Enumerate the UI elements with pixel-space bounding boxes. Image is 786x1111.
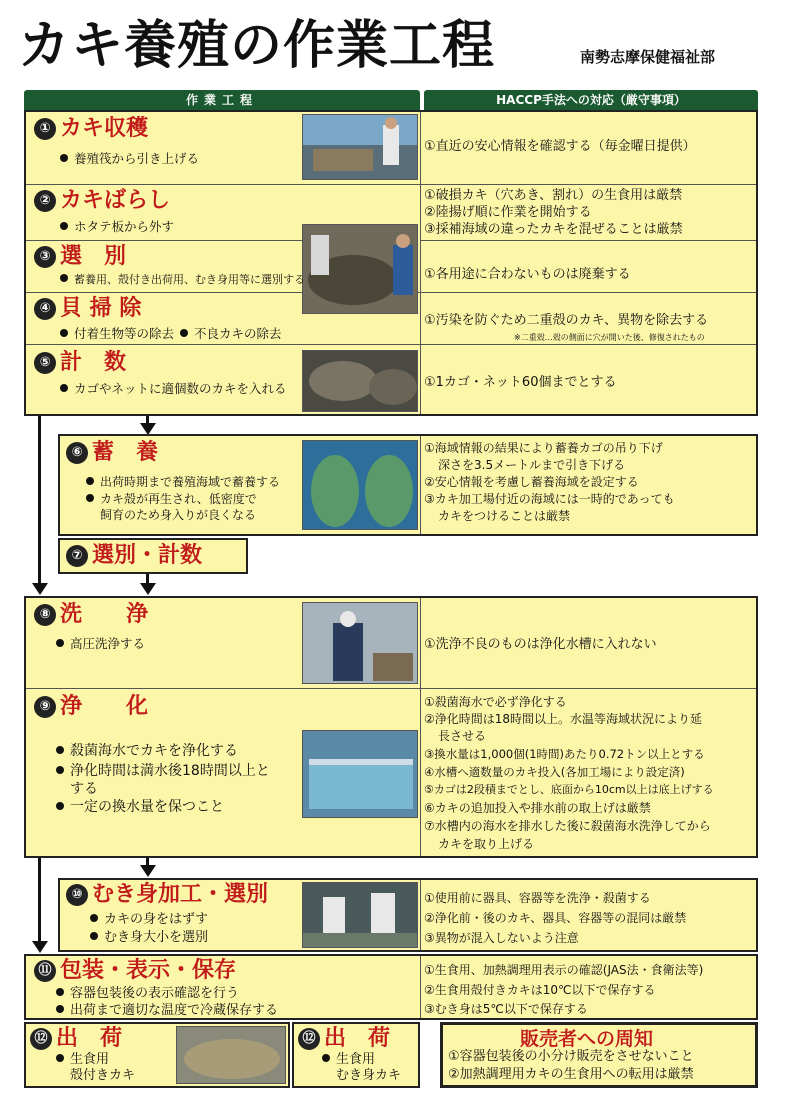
step-11-haccp-1: ①生食用、加熱調理用表示の確認(JAS法・食衛法等) [424,963,704,977]
seller-notice-item-1: ①容器包装後の小分け販売をさせないこと [448,1049,694,1064]
flow-arrow-main-1 [38,416,41,584]
step-1-title: ① カキ収穫 [34,116,148,142]
step-9-haccp-5: ④水槽へ適数量のカキ投入(各加工場により設定済) [424,765,685,779]
step-6-haccp-4: ③カキ加工場付近の海域には一時的であっても [424,492,675,506]
step-6-haccp-1: ①海域情報の結果により蓄養カゴの吊り下げ [424,441,663,455]
step-8-haccp: ①洗浄不良のものは浄化水槽に入れない [424,637,657,652]
step-3-bullet: 蓄養用、殻付き出荷用、むき身用等に選別する [60,272,305,288]
shipping-shell-bullet-1: 生食用 [56,1052,109,1068]
step-6-bullet-2: カキ殻が再生され、低密度で [86,491,257,507]
step-9-haccp-4: ③換水量は1,000個(1時間)あたり0.72トン以上とする [424,747,705,761]
photo-shipping-shell [176,1026,286,1084]
photo-sorting [302,224,418,314]
step-4-bullet-2: 不良カキの除去 [180,326,282,342]
step-10-bullet-1: カキの身をはずす [90,912,208,928]
organization-name: 南勢志摩保健福祉部 [580,48,716,66]
step-9-title: ⑨ 浄 化 [34,694,148,720]
step-4-title: ④ 貝 掃 除 [34,296,141,322]
step-2-title: ② カキばらし [34,188,170,214]
step-9-haccp-2: ②浄化時間は18時間以上。水温等海域状況により延 [424,712,703,726]
step-11-bullet-2: 出荷まで適切な温度で冷蔵保存する [56,1003,278,1019]
page-title: カキ養殖の作業工程 [18,16,496,76]
step-1-bullet: 養殖筏から引き上げる [60,151,199,167]
photo-purification [302,730,418,818]
step-9-haccp-7: ⑥カキの追加投入や排水前の取上げは厳禁 [424,801,651,815]
step-2-haccp-1: ①破損カキ（穴あき、割れ）の生食用は厳禁 [424,188,683,203]
step-1-haccp: ①直近の安心情報を確認する（毎金曜日提供） [424,139,696,154]
step-8-bullet: 高圧洗浄する [56,636,145,652]
step-11-bullet-1: 容器包装後の表示確認を行う [56,986,239,1002]
step-11-haccp-2: ②生食用殻付きカキは10℃以下で保存する [424,983,656,997]
arrow-head [140,583,156,595]
arrow-head [140,865,156,877]
step-11-title: ⑪ 包装・表示・保存 [34,958,236,984]
column-header-haccp: HACCP手法への対応（厳守事項） [424,90,758,110]
step-9-bullet-4: 一定の換水量を保つこと [56,798,224,816]
step-5-bullet: カゴやネットに適個数のカキを入れる [60,381,287,397]
step-9-bullet-3: する [70,781,98,797]
step-2-haccp-2: ②陸揚げ順に作業を開始する [424,205,592,220]
step-9-bullet-1: 殺菌海水でカキを浄化する [56,742,238,760]
step-6-bullet-1: 出荷時期まで養殖海域で蓄養する [86,474,280,490]
step-9-haccp-3: 長させる [438,729,487,743]
step-3-title: ③ 選 別 [34,244,126,270]
shipping-shell-title: ⑫ 出 荷 [30,1026,122,1052]
step-11-haccp-3: ③むき身は5℃以下で保存する [424,1002,588,1016]
shipping-shell-bullet-2: 殻付きカキ [70,1068,136,1083]
step-10-haccp-1: ①使用前に器具、容器等を洗浄・殺菌する [424,891,651,905]
step-5-haccp: ①1カゴ・ネット60個までとする [424,375,617,390]
step-4-bullet-1: 付着生物等の除去 [60,326,174,342]
step-8-title: ⑧ 洗 浄 [34,602,148,628]
step-10-haccp-3: ③異物が混入しないよう注意 [424,931,579,945]
step-2-haccp-3: ③採補海域の違ったカキを混ぜることは厳禁 [424,222,683,237]
shipping-meat-title: ⑫ 出 荷 [298,1026,390,1052]
step-6-title: ⑥ 蓄 養 [66,440,158,466]
step-10-bullet-2: むき身大小を選別 [90,930,208,946]
photo-storage [302,440,418,530]
step-6-bullet-3: 飼育のため身入りが良くなる [100,508,257,522]
step-5-title: ⑤ 計 数 [34,350,126,376]
arrow-head [32,941,48,953]
step-7-title: ⑦ 選別・計数 [66,543,202,569]
step-2-bullet: ホタテ板から外す [60,219,174,235]
flow-arrow-main-2 [38,858,41,942]
column-header-process: 作業工程 [24,90,420,110]
step-4-haccp: ①汚染を防ぐため二重殻のカキ、異物を除去する [424,313,709,328]
step-3-haccp: ①各用途に合わないものは廃棄する [424,267,631,282]
seller-notice-title: 販売者への周知 [520,1028,654,1050]
step-6-haccp-5: カキをつけることは厳禁 [438,509,571,523]
step-9-haccp-8: ⑦水槽内の海水を排水した後に殺菌海水洗浄してから [424,819,711,833]
step-9-haccp-1: ①殺菌海水で必ず浄化する [424,695,567,709]
step-10-haccp-2: ②浄化前・後のカキ、器具、容器等の混同は厳禁 [424,911,687,925]
arrow-head [32,583,48,595]
step-9-bullet-2: 浄化時間は満水後18時間以上と [56,762,270,780]
step-6-haccp-2: 深さを3.5メートルまで引き下げる [438,458,626,472]
step-10-title: ⑩ むき身加工・選別 [66,882,268,908]
photo-shucking [302,882,418,948]
step-9-haccp-9: カキを取り上げる [438,837,535,851]
step-9-haccp-6: ⑤カゴは2段積までとし、底面から10cm以上は底上げする [424,783,714,796]
step-4-note: ※二重殻…殻の側面に穴が開いた後、修復されたもの [514,333,705,342]
shipping-meat-bullet-2: むき身カキ [336,1068,402,1083]
shipping-meat-bullet-1: 生食用 [322,1052,375,1068]
photo-harvest [302,114,418,180]
photo-counting [302,350,418,412]
step-6-haccp-3: ②安心情報を考慮し蓄養海域を設定する [424,475,639,489]
photo-washing [302,602,418,684]
seller-notice-item-2: ②加熱調理用カキの生食用への転用は厳禁 [448,1067,694,1082]
